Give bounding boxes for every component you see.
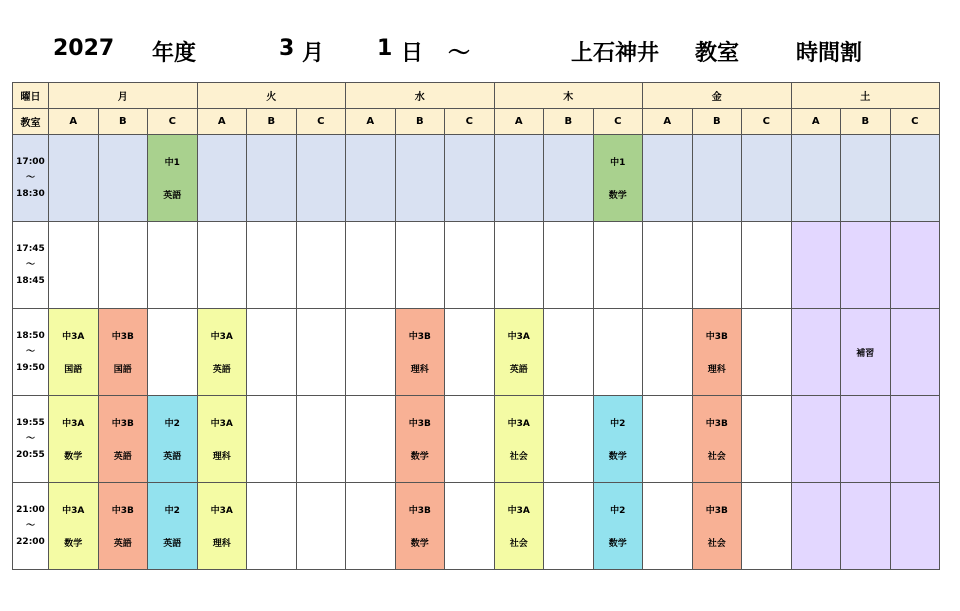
title-month-number: 3 — [279, 36, 295, 61]
lesson-cell — [148, 396, 198, 483]
lesson-content — [99, 503, 148, 549]
lesson-cell — [494, 396, 544, 483]
lesson-cell — [98, 222, 148, 309]
lesson-cell — [742, 483, 792, 570]
lesson-subject: 英語 — [163, 452, 182, 462]
lesson-cell — [197, 222, 247, 309]
lesson-cell — [890, 222, 940, 309]
lesson-grade: 中3A — [210, 419, 233, 429]
lesson-cell — [841, 309, 891, 396]
lesson-subject: 国語 — [113, 365, 132, 375]
room-header: A — [49, 109, 99, 135]
time-separator: 〜 — [25, 521, 35, 531]
lesson-cell — [247, 135, 297, 222]
time-separator: 〜 — [25, 173, 35, 183]
day-header: 水 — [346, 83, 495, 109]
lesson-cell — [98, 483, 148, 570]
lesson-cell — [593, 483, 643, 570]
lesson-cell — [247, 396, 297, 483]
lesson-cell — [395, 396, 445, 483]
lesson-cell — [49, 222, 99, 309]
lesson-cell — [494, 135, 544, 222]
lesson-cell — [791, 135, 841, 222]
lesson-content — [594, 416, 643, 462]
room-header: A — [197, 109, 247, 135]
lesson-cell — [98, 309, 148, 396]
title-day-char: 日 — [401, 41, 424, 66]
lesson-grade: 中3B — [408, 332, 431, 342]
lesson-subject: 数学 — [608, 452, 627, 462]
lesson-content — [198, 503, 247, 549]
lesson-grade: 中3B — [705, 419, 728, 429]
lesson-cell — [890, 483, 940, 570]
lesson-grade: 中2 — [164, 419, 180, 429]
lesson-cell — [841, 135, 891, 222]
lesson-content — [198, 416, 247, 462]
title-classroom: 教室 — [695, 41, 740, 66]
day-header: 木 — [494, 83, 643, 109]
lesson-cell — [692, 222, 742, 309]
lesson-subject: 数学 — [64, 452, 83, 462]
time-cell — [13, 483, 49, 570]
lesson-content — [693, 329, 742, 375]
lesson-subject: 理科 — [707, 365, 726, 375]
room-header: C — [296, 109, 346, 135]
lesson-content — [148, 503, 197, 549]
lesson-cell — [791, 309, 841, 396]
lesson-content — [396, 329, 445, 375]
lesson-grade: 中3A — [62, 419, 85, 429]
title-school: 上石神井 — [571, 41, 660, 66]
lesson-content — [49, 416, 98, 462]
day-header: 金 — [643, 83, 792, 109]
lesson-content — [396, 416, 445, 462]
lesson-cell — [742, 222, 792, 309]
lesson-subject: 英語 — [509, 365, 528, 375]
lesson-content — [49, 329, 98, 375]
lesson-cell — [148, 309, 198, 396]
title-tilde: 〜 — [448, 41, 471, 66]
lesson-cell — [148, 483, 198, 570]
room-header: C — [148, 109, 198, 135]
time-separator: 〜 — [25, 347, 35, 357]
lesson-subject: 補習 — [856, 348, 875, 359]
lesson-cell — [296, 483, 346, 570]
lesson-cell — [494, 222, 544, 309]
lesson-cell — [890, 309, 940, 396]
lesson-subject: 国語 — [64, 365, 83, 375]
lesson-cell — [890, 396, 940, 483]
room-header: C — [593, 109, 643, 135]
lesson-cell — [247, 222, 297, 309]
lesson-cell — [49, 483, 99, 570]
time-start: 19:55 — [16, 418, 45, 428]
time-start: 18:50 — [16, 331, 45, 341]
lesson-cell — [593, 222, 643, 309]
lesson-cell — [346, 483, 396, 570]
lesson-cell — [544, 135, 594, 222]
room-header: B — [98, 109, 148, 135]
lesson-subject: 数学 — [608, 191, 627, 201]
lesson-cell — [445, 222, 495, 309]
room-header: B — [247, 109, 297, 135]
lesson-cell — [148, 135, 198, 222]
lesson-cell — [49, 309, 99, 396]
lesson-cell — [395, 222, 445, 309]
room-header: A — [346, 109, 396, 135]
lesson-cell — [544, 309, 594, 396]
title-nendo: 年度 — [152, 41, 197, 66]
lesson-grade: 中3A — [507, 506, 530, 516]
lesson-grade: 中3B — [111, 506, 134, 516]
time-separator: 〜 — [25, 434, 35, 444]
room-label-header: 教室 — [13, 109, 49, 135]
lesson-cell — [593, 309, 643, 396]
lesson-cell — [296, 135, 346, 222]
lesson-content — [495, 416, 544, 462]
lesson-cell — [791, 222, 841, 309]
lesson-cell — [791, 396, 841, 483]
time-end: 20:55 — [16, 450, 45, 460]
lesson-content — [594, 155, 643, 201]
lesson-cell — [841, 222, 891, 309]
lesson-cell — [296, 396, 346, 483]
lesson-subject: 英語 — [163, 539, 182, 549]
lesson-cell — [148, 222, 198, 309]
lesson-cell — [49, 135, 99, 222]
lesson-content — [693, 503, 742, 549]
room-header: C — [890, 109, 940, 135]
lesson-cell — [841, 483, 891, 570]
lesson-grade: 中3A — [210, 332, 233, 342]
lesson-cell — [445, 483, 495, 570]
lesson-content — [594, 503, 643, 549]
lesson-cell — [296, 309, 346, 396]
page-title — [0, 36, 960, 70]
lesson-content — [396, 503, 445, 549]
time-slot-row — [13, 396, 940, 483]
time-start: 17:00 — [16, 157, 45, 167]
lesson-subject: 社会 — [707, 539, 726, 549]
lesson-grade: 中3A — [62, 506, 85, 516]
lesson-grade: 中3B — [408, 419, 431, 429]
lesson-cell — [643, 222, 693, 309]
time-slot-row — [13, 135, 940, 222]
lesson-grade: 中3B — [408, 506, 431, 516]
day-header: 土 — [791, 83, 940, 109]
lesson-cell — [742, 135, 792, 222]
lesson-subject: 社会 — [509, 452, 528, 462]
lesson-content — [99, 329, 148, 375]
lesson-cell — [494, 309, 544, 396]
lesson-cell — [395, 483, 445, 570]
lesson-cell — [742, 396, 792, 483]
lesson-grade: 中3A — [507, 419, 530, 429]
lesson-subject: 数学 — [410, 452, 429, 462]
lesson-cell — [544, 396, 594, 483]
time-end: 22:00 — [16, 537, 45, 547]
lesson-content — [841, 329, 890, 375]
lesson-content — [148, 416, 197, 462]
lesson-cell — [197, 483, 247, 570]
day-label-header: 曜日 — [13, 83, 49, 109]
time-slot-row — [13, 483, 940, 570]
lesson-cell — [692, 309, 742, 396]
lesson-cell — [692, 483, 742, 570]
time-cell — [13, 309, 49, 396]
lesson-cell — [346, 396, 396, 483]
lesson-grade: 中3B — [705, 506, 728, 516]
lesson-cell — [197, 135, 247, 222]
room-header: A — [791, 109, 841, 135]
lesson-subject: 数学 — [410, 539, 429, 549]
time-slot-row — [13, 222, 940, 309]
lesson-cell — [49, 396, 99, 483]
lesson-cell — [593, 135, 643, 222]
room-header: B — [544, 109, 594, 135]
lesson-cell — [296, 222, 346, 309]
lesson-content — [198, 329, 247, 375]
room-header: A — [643, 109, 693, 135]
room-header: A — [494, 109, 544, 135]
lesson-subject: 理科 — [212, 452, 231, 462]
lesson-cell — [346, 222, 396, 309]
time-slot-row — [13, 309, 940, 396]
time-cell — [13, 135, 49, 222]
lesson-grade: 中3B — [705, 332, 728, 342]
lesson-cell — [98, 135, 148, 222]
day-header: 火 — [197, 83, 346, 109]
time-cell — [13, 396, 49, 483]
room-header: B — [841, 109, 891, 135]
lesson-subject: 理科 — [410, 365, 429, 375]
lesson-cell — [791, 483, 841, 570]
lesson-cell — [445, 309, 495, 396]
lesson-cell — [197, 396, 247, 483]
lesson-subject: 社会 — [509, 539, 528, 549]
lesson-subject: 数学 — [608, 539, 627, 549]
lesson-subject: 社会 — [707, 452, 726, 462]
lesson-cell — [841, 396, 891, 483]
lesson-content — [148, 155, 197, 201]
lesson-grade: 中3A — [507, 332, 530, 342]
day-header: 月 — [49, 83, 198, 109]
lesson-subject: 英語 — [163, 191, 182, 201]
room-header: C — [445, 109, 495, 135]
lesson-grade: 中2 — [610, 506, 626, 516]
lesson-cell — [692, 396, 742, 483]
lesson-grade: 中1 — [610, 158, 626, 168]
lesson-content — [99, 416, 148, 462]
lesson-grade: 中3B — [111, 419, 134, 429]
lesson-cell — [445, 135, 495, 222]
title-day-number: 1 — [377, 36, 393, 61]
lesson-subject: 理科 — [212, 539, 231, 549]
lesson-cell — [494, 483, 544, 570]
lesson-cell — [247, 309, 297, 396]
lesson-cell — [247, 483, 297, 570]
lesson-cell — [445, 396, 495, 483]
lesson-cell — [346, 135, 396, 222]
lesson-subject: 英語 — [113, 452, 132, 462]
lesson-content — [693, 416, 742, 462]
timetable-grid — [12, 82, 940, 570]
lesson-content — [495, 503, 544, 549]
room-header: B — [692, 109, 742, 135]
lesson-cell — [593, 396, 643, 483]
time-end: 18:45 — [16, 276, 45, 286]
lesson-cell — [395, 309, 445, 396]
room-header: C — [742, 109, 792, 135]
lesson-grade: 中3A — [62, 332, 85, 342]
lesson-cell — [197, 309, 247, 396]
lesson-grade: 中1 — [164, 158, 180, 168]
title-timetable: 時間割 — [796, 41, 863, 66]
lesson-grade: 中3B — [111, 332, 134, 342]
title-month-char: 月 — [302, 41, 325, 66]
lesson-subject: 数学 — [64, 539, 83, 549]
lesson-content — [49, 503, 98, 549]
lesson-grade: 中2 — [164, 506, 180, 516]
lesson-cell — [643, 135, 693, 222]
lesson-content — [495, 329, 544, 375]
time-separator: 〜 — [25, 260, 35, 270]
lesson-subject: 英語 — [113, 539, 132, 549]
lesson-subject: 英語 — [212, 365, 231, 375]
lesson-grade: 中2 — [610, 419, 626, 429]
time-start: 17:45 — [16, 244, 45, 254]
time-end: 19:50 — [16, 363, 45, 373]
lesson-cell — [544, 222, 594, 309]
room-header: B — [395, 109, 445, 135]
lesson-cell — [643, 309, 693, 396]
lesson-cell — [742, 309, 792, 396]
lesson-cell — [890, 135, 940, 222]
lesson-grade: 中3A — [210, 506, 233, 516]
time-cell — [13, 222, 49, 309]
time-start: 21:00 — [16, 505, 45, 515]
time-end: 18:30 — [16, 189, 45, 199]
lesson-cell — [692, 135, 742, 222]
lesson-cell — [395, 135, 445, 222]
lesson-cell — [643, 483, 693, 570]
lesson-cell — [643, 396, 693, 483]
lesson-cell — [544, 483, 594, 570]
lesson-cell — [346, 309, 396, 396]
lesson-cell — [98, 396, 148, 483]
title-year: 2027 — [53, 36, 115, 61]
